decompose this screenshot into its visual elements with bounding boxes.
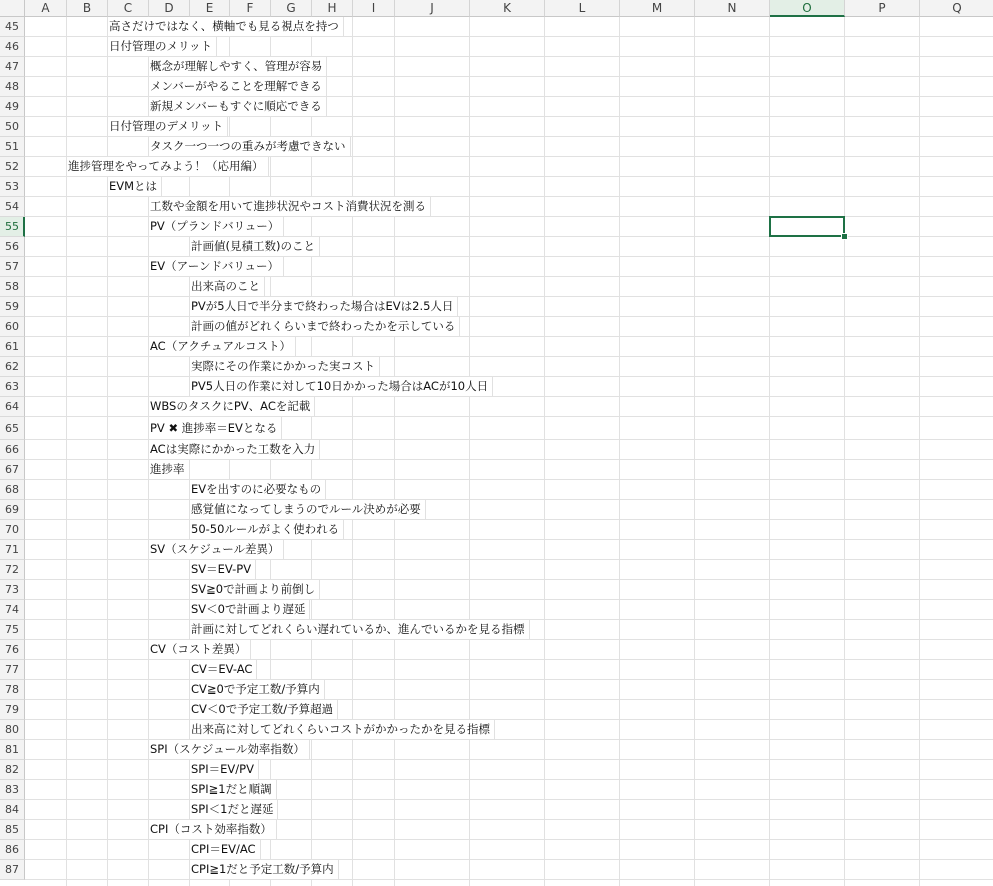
cell-text-e58[interactable]: 出来高のこと [191,277,265,296]
grid-hline [25,759,993,760]
row-header-64[interactable]: 64 [0,397,25,417]
row-header-70[interactable]: 70 [0,520,25,540]
row-header-87[interactable]: 87 [0,860,25,880]
row-header-57[interactable]: 57 [0,257,25,277]
row-header-59[interactable]: 59 [0,297,25,317]
grid-hline [25,559,993,560]
grid-hline [25,659,993,660]
grid-hline [25,499,993,500]
grid-hline [25,859,993,860]
cell-text-e78[interactable]: CV≧0で予定工数/予算内 [191,680,325,699]
cell-text-e87[interactable]: CPI≧1だと予定工数/予算内 [191,860,339,879]
row-header-53[interactable]: 53 [0,177,25,197]
cell-text-e74[interactable]: SV＜0で計画より遅延 [191,600,310,619]
cell-text-d64[interactable]: WBSのタスクにPV、ACを記載 [150,397,315,416]
row-header-45[interactable]: 45 [0,17,25,37]
cell-text-d81[interactable]: SPI（スケジュール効率指数） [150,740,310,759]
column-header-a[interactable]: A [25,0,67,17]
cell-text-d76[interactable]: CV（コスト差異） [150,640,251,659]
row-header-66[interactable]: 66 [0,440,25,460]
grid-hline [25,699,993,700]
row-header-46[interactable]: 46 [0,37,25,57]
row-header-61[interactable]: 61 [0,337,25,357]
grid-vline [844,17,845,886]
row-header-82[interactable]: 82 [0,760,25,780]
column-header-p[interactable]: P [845,0,920,17]
row-header-80[interactable]: 80 [0,720,25,740]
cell-text-d65[interactable]: PV ✖︎ 進捗率＝EVとなる [150,417,282,439]
grid-vline [352,17,353,886]
grid-hline [25,296,993,297]
cell-text-d48[interactable]: メンバーがやることを理解できる [150,77,327,96]
cell-text-d51[interactable]: タスク一つ一つの重みが考慮できない [150,137,351,156]
row-header-73[interactable]: 73 [0,580,25,600]
cell-text-c46[interactable]: 日付管理のメリット [109,37,217,56]
grid-hline [25,879,993,880]
cell-text-d55[interactable]: PV（プランドバリュー） [150,217,284,236]
grid-vline [148,17,149,886]
column-header-j[interactable]: J [395,0,470,17]
cell-text-d61[interactable]: AC（アクチュアルコスト） [150,337,296,356]
grid-vline [769,17,770,886]
grid-hline [25,276,993,277]
column-header-o[interactable]: O [770,0,845,17]
cell-text-e68[interactable]: EVを出すのに必要なもの [191,480,326,499]
row-header-48[interactable]: 48 [0,77,25,97]
grid-hline [25,799,993,800]
column-header-i[interactable]: I [353,0,395,17]
cell-text-e62[interactable]: 実際にその作業にかかった実コスト [191,357,380,376]
row-header-86[interactable]: 86 [0,840,25,860]
grid-hline [25,719,993,720]
cell-text-e80[interactable]: 出来高に対してどれくらいコストがかかったかを見る指標 [191,720,495,739]
select-all-corner[interactable] [0,0,25,17]
grid-hline [25,479,993,480]
grid-hline [25,376,993,377]
row-header-68[interactable]: 68 [0,480,25,500]
cell-text-e69[interactable]: 感覚値になってしまうのでルール決めが必要 [191,500,426,519]
cell-text-c50[interactable]: 日付管理のデメリット [109,117,228,136]
column-header-b[interactable]: B [67,0,108,17]
cell-text-c53[interactable]: EVMとは [109,177,162,196]
row-header-81[interactable]: 81 [0,740,25,760]
cell-text-e84[interactable]: SPI＜1だと遅延 [191,800,278,819]
row-header-72[interactable]: 72 [0,560,25,580]
row-header-52[interactable]: 52 [0,157,25,177]
cell-text-e60[interactable]: 計画の値がどれくらいまで終わったかを示している [191,317,460,336]
cell-text-d85[interactable]: CPI（コスト効率指数） [150,820,277,839]
grid-hline [25,779,993,780]
row-header-77[interactable]: 77 [0,660,25,680]
cell-text-d71[interactable]: SV（スケジュール差異） [150,540,284,559]
grid-vline [107,17,108,886]
row-header-67[interactable]: 67 [0,460,25,480]
row-header-76[interactable]: 76 [0,640,25,660]
row-header-63[interactable]: 63 [0,377,25,397]
cell-text-b52[interactable]: 進捗管理をやってみよう！（応用編） [68,157,269,176]
cell-text-d47[interactable]: 概念が理解しやすく、管理が容易 [150,57,327,76]
column-header-l[interactable]: L [545,0,620,17]
row-header-55[interactable]: 55 [0,217,25,237]
column-header-q[interactable]: Q [920,0,993,17]
row-header-74[interactable]: 74 [0,600,25,620]
row-header-47[interactable]: 47 [0,57,25,77]
cell-text-c45[interactable]: 高さだけではなく、横軸でも見る視点を持つ [109,17,344,36]
row-header-83[interactable]: 83 [0,780,25,800]
grid-hline [25,599,993,600]
cell-text-e86[interactable]: CPI＝EV/AC [191,840,261,859]
column-header-k[interactable]: K [470,0,545,17]
row-header-71[interactable]: 71 [0,540,25,560]
row-header-79[interactable]: 79 [0,700,25,720]
row-header-75[interactable]: 75 [0,620,25,640]
cell-text-e75[interactable]: 計画に対してどれくらい遅れているか、進んでいるかを見る指標 [191,620,530,639]
grid-hline [25,839,993,840]
grid-hline [25,519,993,520]
grid-hline [25,176,993,177]
column-header-c[interactable]: C [108,0,149,17]
column-header-h[interactable]: H [312,0,353,17]
cell-text-e79[interactable]: CV＜0で予定工数/予算超過 [191,700,338,719]
column-header-m[interactable]: M [620,0,695,17]
cell-text-e59[interactable]: PVが5人日で半分まで終わった場合はEVは2.5人日 [191,297,458,316]
cell-text-d66[interactable]: ACは実際にかかった工数を入力 [150,440,320,459]
grid-vline [694,17,695,886]
cell-text-e70[interactable]: 50-50ルールがよく使われる [191,520,344,539]
grid-vline [619,17,620,886]
grid-hline [25,316,993,317]
column-header-n[interactable]: N [695,0,770,17]
cell-text-e73[interactable]: SV≧0で計画より前倒し [191,580,320,599]
row-header-51[interactable]: 51 [0,137,25,157]
grid-vline [394,17,395,886]
row-header-65[interactable]: 65 [0,417,25,440]
row-header-54[interactable]: 54 [0,197,25,217]
cell-text-d49[interactable]: 新規メンバーもすぐに順応できる [150,97,327,116]
cell-text-d67[interactable]: 進捗率 [150,460,190,479]
grid-hline [25,679,993,680]
row-header-62[interactable]: 62 [0,357,25,377]
row-header-49[interactable]: 49 [0,97,25,117]
grid-vline [544,17,545,886]
grid-vline [919,17,920,886]
cell-text-e63[interactable]: PV5人日の作業に対して10日かかった場合はACが10人日 [191,377,493,396]
cell-text-e72[interactable]: SV＝EV-PV [191,560,256,579]
grid-vline [469,17,470,886]
cell-text-e82[interactable]: SPI＝EV/PV [191,760,259,779]
selected-cell[interactable] [769,216,845,237]
cell-text-e56[interactable]: 計画値(見積工数)のこと [191,237,320,256]
cell-text-d54[interactable]: 工数や金額を用いて進捗状況やコスト消費状況を測る [150,197,431,216]
row-header-60[interactable]: 60 [0,317,25,337]
fill-handle[interactable] [841,233,848,240]
row-header-84[interactable]: 84 [0,800,25,820]
column-header-d[interactable]: D [149,0,190,17]
row-header-58[interactable]: 58 [0,277,25,297]
row-header-85[interactable]: 85 [0,820,25,840]
grid-vline [66,17,67,886]
row-header-50[interactable]: 50 [0,117,25,137]
column-header-e[interactable]: E [190,0,230,17]
column-header-g[interactable]: G [271,0,312,17]
cell-text-e77[interactable]: CV＝EV-AC [191,660,257,679]
row-header-78[interactable]: 78 [0,680,25,700]
cell-text-e83[interactable]: SPI≧1だと順調 [191,780,277,799]
row-header-56[interactable]: 56 [0,237,25,257]
cell-text-d57[interactable]: EV（アーンドバリュー） [150,257,284,276]
column-header-f[interactable]: F [230,0,271,17]
grid-hline [25,579,993,580]
row-header-69[interactable]: 69 [0,500,25,520]
grid-hline [25,356,993,357]
